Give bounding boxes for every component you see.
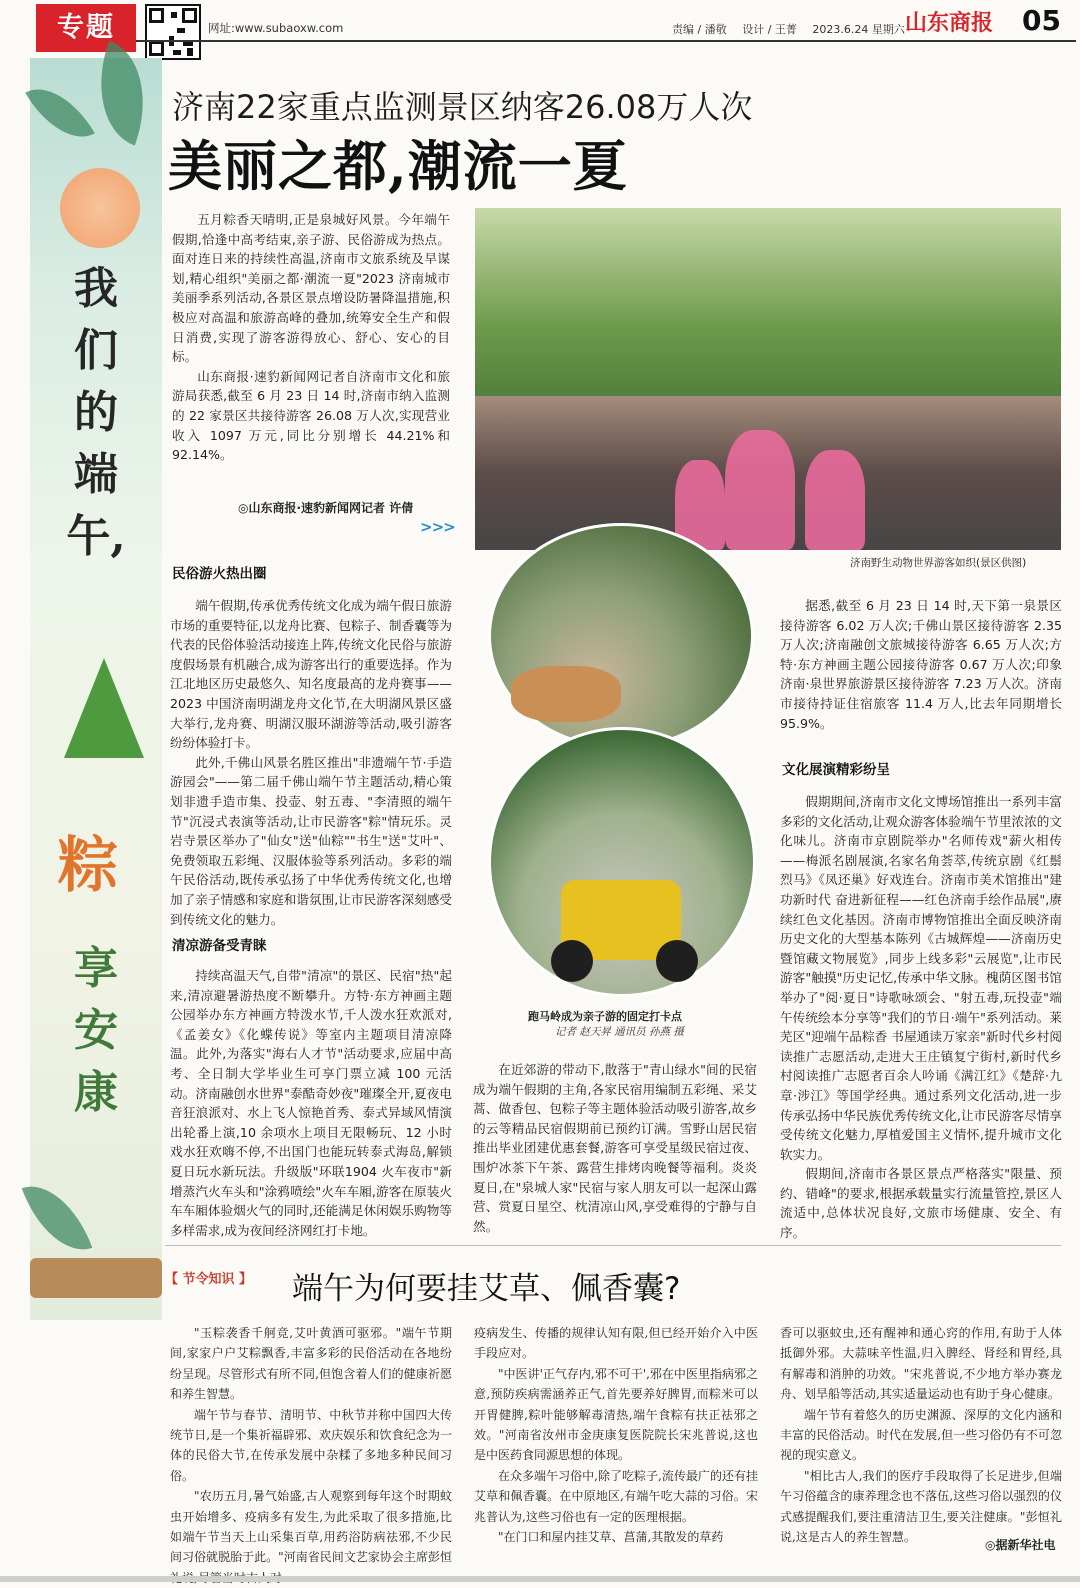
subheading: 民俗游火热出圈 <box>172 566 267 582</box>
newspaper-logo: 山东商报 <box>905 10 994 36</box>
continue-arrows[interactable]: >>> <box>420 518 455 536</box>
article-headline: 美丽之都,潮流一夏 <box>168 134 628 198</box>
atv-photo-caption: 跑马岭成为亲子游的固定打卡点 <box>528 1010 682 1023</box>
lead-paragraph: 五月粽香天晴明,正是泉城好风景。今年端午假期,恰逢中高考结束,亲子游、民俗游成为热点。面对连日来的持续性高温,济南市文旅系统及早谋划,精心组织"美丽之都·潮流一夏"2023 济南城市美丽季系列活动,各景区景点增设防暑降温措施,积极应对高温和旅游高峰的叠加,统筹安全生产和假日消费,实现了游客游得放心、舒心、安心的目标。 <box>172 212 450 365</box>
atv-photo <box>488 727 756 997</box>
leaf-decoration-icon <box>25 73 95 154</box>
sun-decoration-icon <box>60 168 140 248</box>
feature-column-3: 香可以驱蚊虫,还有醒神和通心窍的作用,有助于人体抵御外邪。大蒜味辛性温,归入脾经、肾经和胃经,具有解毒和消肿的功效。"宋兆普说,不少地方举办赛龙舟、划旱船等活动,其实适量运动也有助于身心健康。 端午节有着悠久的历史渊源、深厚的文化内涵和丰富的民俗活动。时代在发展,但一些习俗仍有不可忽视的现实意义。 "相比古人,我们的医疗手段取得了长足进步,但端午习俗蕴含的康养理念也不落伍,这些习俗以强烈的仪式感提醒我们,要注重清洁卫生,要关注健康。"彭恒礼说,这是古人的养生智慧。 <box>780 1326 1062 1545</box>
section-text: 端午假期,传承优秀传统文化成为端午假日旅游市场的重要特征,以龙舟比赛、包粽子、制香囊等为代表的民俗体验活动接连上阵,传统文化民俗与旅游度假场景有机融合,成为游客出行的重要选择。作为江北地区历史最悠久、知名度最高的龙舟赛事——2023 中国济南明湖龙舟文化节,在大明湖风景区盛大举行,龙舟赛、明湖汉服环湖游等活动,吸引游客纷纷体验打卡。 此外,千佛山风景名胜区推出"非遗端午节·手造游园会"——第二届千佛山端午节主题活动,精心策划非遗手造市集、投壶、射五毒、"李清照的端午节"沉浸式表演等活动,让市民游客"粽"情玩乐。灵岩寺景区举办了"仙女"送"仙粽""书生"送"艾叶"、免费领取五彩绳、汉服体验等系列活动。多彩的端午民俗活动,既传承弘扬了中华优秀传统文化,也增加了亲子情感和家庭和谐氛围,让市民游客深刻感受到传统文化的魅力。 <box>170 598 452 927</box>
photo-dancer <box>805 450 865 550</box>
section-text: 假期期间,济南市文化文博场馆推出一系列丰富多彩的文化活动,让观众游客体验端午节里浓浓的文化味儿。济南市京剧院举办"名师传戏"薪火相传——梅派名剧展演,名家名角荟萃,传统京剧《红鬃烈马》《凤还巢》好戏连台。济南市美术馆推出"建功新时代 奋进新征程——红色济南手绘作品展",赓续红色文化基因。济南市博物馆推出全面反映济南历史文化的大型基本陈列《古城辉煌——济南历史暨馆藏文物展览》,同步上线多彩"云展览",让市民游客"触摸"历史记忆,传承中华文脉。槐荫区图书馆举办了"阅·夏日"诗歌咏颂会、"射五毒,玩投壶"端午传统绘本分享等"我们的节日·端午"系列活动。莱芜区"迎端午品粽香 书屋通读万家亲"新时代乡村阅读推广志愿活动,走进大王庄镇复宁街村,新时代乡村阅读推广志愿者百余人吟诵《满江红》《楚辞·九章·涉江》等国学经典。通过系列文化活动,进一步传承弘扬中华民族优秀传统文化,让市民游客尽情享受传统文化魅力,厚植爱国主义情怀,提升城市文化软实力。 假期间,济南市各景区景点严格落实"限量、预约、错峰"的要求,根据承载量实行流量管控,景区人流适中,总体状况良好,文旅市场健康、安全、有序。 <box>780 794 1062 1241</box>
article-kicker: 济南22家重点监测景区纳客26.08万人次 <box>172 88 753 126</box>
website-url[interactable]: 网址:www.subaoxw.com <box>208 21 344 35</box>
lead-paragraph: 山东商报·速豹新闻网记者自济南市文化和旅游局获悉,截至 6 月 23 日 14 时,济南市纳入监测的 22 家景区共接待游客 26.08 万人次,实现营业收入 1097 万元,同比分别增长 44.21%和92.14%。 <box>172 368 450 463</box>
banner-text-line3: 享 安 康 <box>74 943 118 1118</box>
subheading: 清凉游备受青睐 <box>172 938 267 954</box>
deer-shape <box>511 666 621 722</box>
section-badge: 专题 <box>36 4 136 52</box>
section-divider <box>165 1245 1061 1246</box>
feature-headline: 端午为何要挂艾草、佩香囊? <box>292 1271 681 1307</box>
header-rule <box>136 40 1076 42</box>
photo-dancer <box>725 430 795 550</box>
section-text: 据悉,截至 6 月 23 日 14 时,天下第一泉景区接待游客 6.02 万人次;千佛山景区接待游客 2.35 万人次;济南融创文旅城接待游客 6.65 万人次;方特·东方神画主题公园接待游客 0.67 万人次;印象济南·泉世界旅游景区接待游客 7.23 万人次。济南市接待持证住宿旅客 11.4 万人,比去年同期增长 95.9%。 <box>780 598 1062 731</box>
designer-credit: 设计 / 王菁 <box>742 23 797 36</box>
page-meta <box>672 21 917 37</box>
issue-date: 2023.6.24 星期六 <box>812 23 905 36</box>
section-text: 持续高温天气,自带"清凉"的景区、民宿"热"起来,清凉避暑游热度不断攀升。方特·东方神画主题公园举办东方神画方特泼水节,千人泼水狂欢派对,《孟姜女》《化蝶传说》等室内主题项目清凉降温。此外,为落实"海右人才节"活动要求,应届中高考、全日制大学毕业生可享门票立减 100 元活动。济南融创水世界"泰酷奇妙夜"璀璨全开,夏夜电音狂浪派对、水上飞人惊艳首秀、泰式异域风情演出轮番上演,10 余项水上项目无限畅玩、12 小时戏水狂欢嗨不停,不出国门也能玩转泰式海岛,解锁夏日玩水新玩法。升级版"环联1904 火车夜市"新增蒸汽火车头和"涂鸦喷绘"火车车厢,游客在原装火车车厢体验烟火气的同时,还能满足休闲娱乐购物等多样需求,成为夜间经济网红打卡地。 <box>170 968 452 1238</box>
tire-shape <box>551 940 593 982</box>
reporter-byline: ◎山东商报·速豹新闻网记者 许倩 <box>238 501 414 515</box>
editor-credit: 责编 / 潘敬 <box>672 23 727 36</box>
deer-photo <box>488 523 754 749</box>
feature-credit: ◎据新华社电 <box>985 1538 1056 1552</box>
leaf-decoration-icon <box>22 1173 93 1264</box>
subheading: 文化展演精彩纷呈 <box>782 762 890 778</box>
footer-rule <box>0 1576 1080 1582</box>
feature-tag: 【 节令知识 】 <box>165 1272 253 1287</box>
banner-text-line1: 我 们 的 端 午, <box>66 263 126 562</box>
feature-column-2: 疫病发生、传播的规律认知有限,但已经开始介入中医手段应对。 "中医讲'正气存内,邪不可干',邪在中医里指病邪之意,预防疾病需涵养正气,首先要养好脾胃,而粽米可以开胃健脾,粽叶能够解毒清热,端午食粽有扶正祛邪之效。"河南省汝州市金庚康复医院院长宋兆普说,这也是中医药食同源思想的体现。 在众多端午习俗中,除了吃粽子,流传最广的还有挂艾草和佩香囊。在中原地区,有端午吃大蒜的习俗。宋兆普认为,这些习俗也有一定的医理根据。 "在门口和屋内挂艾草、菖蒲,其散发的草药 <box>474 1326 758 1545</box>
main-photo-caption: 济南野生动物世界游客如织(景区供图) <box>850 557 1027 569</box>
atv-photo-credit: 记者 赵天昇 通讯员 孙燕 摄 <box>555 1026 684 1038</box>
zongzi-icon <box>64 658 144 758</box>
tray-decoration-icon <box>30 1258 162 1298</box>
side-banner <box>30 58 162 1320</box>
page-number: 05 <box>1022 4 1061 37</box>
qr-code-icon[interactable] <box>145 4 201 60</box>
tire-shape <box>656 940 698 982</box>
banner-text-zong: 粽 <box>58 831 118 901</box>
section-text: 在近郊游的带动下,散落于"青山绿水"间的民宿成为端午假期的主角,各家民宿用编制五彩绳、采艾蒿、做香包、包粽子等主题体验活动吸引游客,故乡的云等精品民宿假期前已预约订满。雪野山居民宿推出毕业团建优惠套餐,游客可享受星级民宿过夜、围炉冰茶下午茶、露营生排烤肉晚餐等福利。炎炎夏日,在"泉城人家"民宿与家人朋友可以一起深山露营、赏夏日星空、枕清凉山风,享受难得的宁静与自然。 <box>473 1062 757 1234</box>
main-photo <box>475 208 1061 550</box>
lead-paragraphs <box>172 210 450 485</box>
feature-column-1: "玉粽袭香千舸竞,艾叶黄酒可驱邪。"端午节期间,家家户户艾粽飘香,丰富多彩的民俗活动在各地纷纷呈现。尽管形式有所不同,但饱含着人们的健康祈愿和养生智慧。 端午节与春节、清明节、中秋节并称中国四大传统节日,是一个集祈福辟邪、欢庆娱乐和饮食纪念为一体的民俗大节,在传承发展中杂糅了多地多种民间习俗。 "农历五月,暑气始盛,古人观察到每年这个时期蚊虫开始增多、疫病多有发生,为此采取了很多措施,比如端午节当天上山采集百草,用药浴防病祛邪,不少民间习俗就脱胎于此。"河南省民间文艺家协会主席彭恒 <box>170 1326 452 1565</box>
masthead <box>0 0 1080 44</box>
